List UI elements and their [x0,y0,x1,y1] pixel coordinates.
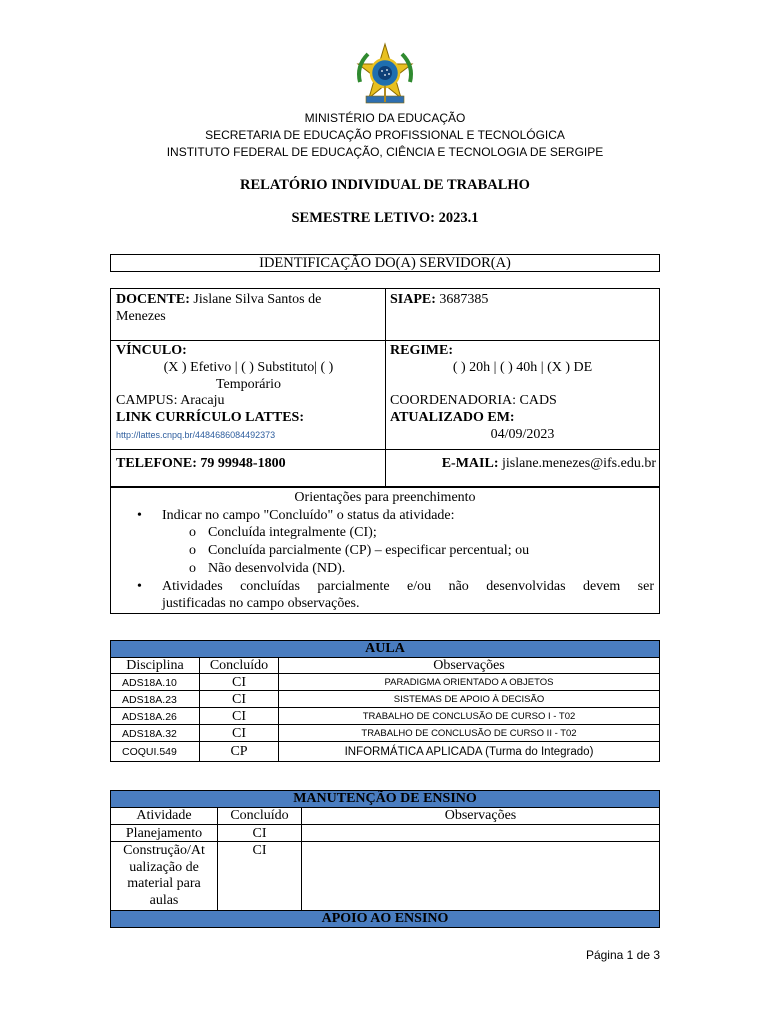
coordenadoria-field: COORDENADORIA: CADS [390,393,557,408]
manutencao-header-observacoes: Observações [444,808,517,823]
orientacoes-box [110,487,660,614]
secretariat-name: SECRETARIA DE EDUCAÇÃO PROFISSIONAL E TECNOLÓGICA [205,128,565,142]
manutencao-header-concluido: Concluído [230,808,289,823]
aula-row-2-concluido: CI [232,692,246,707]
sub-bullet-icon: o [189,561,196,576]
identification-table [110,288,660,487]
aula-row-5-disciplina: COQUI.549 [122,746,177,758]
brazil-coat-of-arms-icon [352,42,418,108]
manutencao-table [110,807,660,911]
orientacao-sub-2: Concluída parcialmente (CP) – especificar percentual; ou [208,543,530,558]
aula-row-4-concluido: CI [232,726,246,741]
institute-name: INSTITUTO FEDERAL DE EDUCAÇÃO, CIÊNCIA E TECNOLOGIA DE SERGIPE [166,145,604,159]
orientacao-sub-3: Não desenvolvida (ND). [208,561,346,576]
aula-header-observacoes: Observações [433,658,505,673]
aula-row-4-obs: TRABALHO DE CONCLUSÃO DE CURSO II - T02 [361,728,577,739]
aula-row-1-concluido: CI [232,675,246,690]
aula-row-3-concluido: CI [232,709,246,724]
orientacao-item-2-line-1: Atividades concluídas parcialmente e/ou não desenvolvidas devem ser [162,579,654,594]
identification-heading: IDENTIFICAÇÃO DO(A) SERVIDOR(A) [110,254,660,272]
bullet-icon: • [137,579,142,594]
ministry-name: MINISTÉRIO DA EDUCAÇÃO [304,111,466,125]
orientacoes-heading: Orientações para preenchimento [294,490,476,505]
aula-table [110,657,660,762]
report-title: RELATÓRIO INDIVIDUAL DE TRABALHO [240,177,530,193]
orientacao-item-1: Indicar no campo "Concluído" o status da atividade: [162,508,455,523]
aula-row-3-obs: TRABALHO DE CONCLUSÃO DE CURSO I - T02 [362,711,576,722]
manutencao-row-1-concluido: CI [252,826,267,841]
docente-field: DOCENTE: Jislane Silva Santos de Menezes [116,292,322,324]
aula-section-title: AULA [110,640,660,658]
manutencao-header-atividade: Atividade [136,808,192,823]
aula-header-concluido: Concluído [209,658,269,673]
page-number: Página 1 de 3 [585,948,660,962]
aula-row-2-disciplina: ADS18A.23 [122,694,177,706]
aula-row-5-concluido: CP [230,744,248,759]
aula-row-1-disciplina: ADS18A.10 [122,677,177,689]
email-field: E-MAIL: jislane.menezes@ifs.edu.br [441,456,656,471]
bullet-icon: • [137,508,142,523]
vinculo-field: VÍNCULO: (X ) Efetivo | ( ) Substituto| ( ) Temporário [116,343,334,392]
lattes-link[interactable]: http://lattes.cnpq.br/4484686084492373 [116,430,276,440]
telefone-field: TELEFONE: 79 99948-1800 [116,456,286,471]
campus-field: CAMPUS: Aracaju [116,393,225,408]
aula-header-disciplina: Disciplina [126,658,184,673]
sub-bullet-icon: o [189,525,196,540]
aula-row-1-obs: PARADIGMA ORIENTADO A OBJETOS [384,677,554,688]
orientacao-sub-1: Concluída integralmente (CI); [208,525,377,540]
manutencao-section-title: MANUTENÇÃO DE ENSINO [110,790,660,808]
aula-row-2-obs: SISTEMAS DE APOIO À DECISÃO [393,694,545,705]
orientacao-item-2-line-2: justificadas no campo observações. [162,596,360,611]
aula-row-4-disciplina: ADS18A.32 [122,728,177,740]
apoio-section-title: APOIO AO ENSINO [110,910,660,928]
manutencao-row-2-concluido: CI [252,843,267,858]
atualizado-field: ATUALIZADO EM: 04/09/2023 [390,410,555,442]
sub-bullet-icon: o [189,543,196,558]
aula-row-5-obs: INFORMÁTICA APLICADA (Turma do Integrado) [344,746,594,758]
siape-field: SIAPE: 3687385 [390,292,489,307]
aula-row-3-disciplina: ADS18A.26 [122,711,177,723]
lattes-field: LINK CURRÍCULO LATTES: http://lattes.cnpq.br/4484686084492373 [116,410,304,440]
manutencao-row-1-atividade: Planejamento [125,826,203,841]
regime-field: REGIME: ( ) 20h | ( ) 40h | (X ) DE [390,343,593,375]
semester-label: SEMESTRE LETIVO: 2023.1 [291,210,479,226]
manutencao-row-2-atividade: Construção/At ualização de material para aulas [123,843,205,908]
